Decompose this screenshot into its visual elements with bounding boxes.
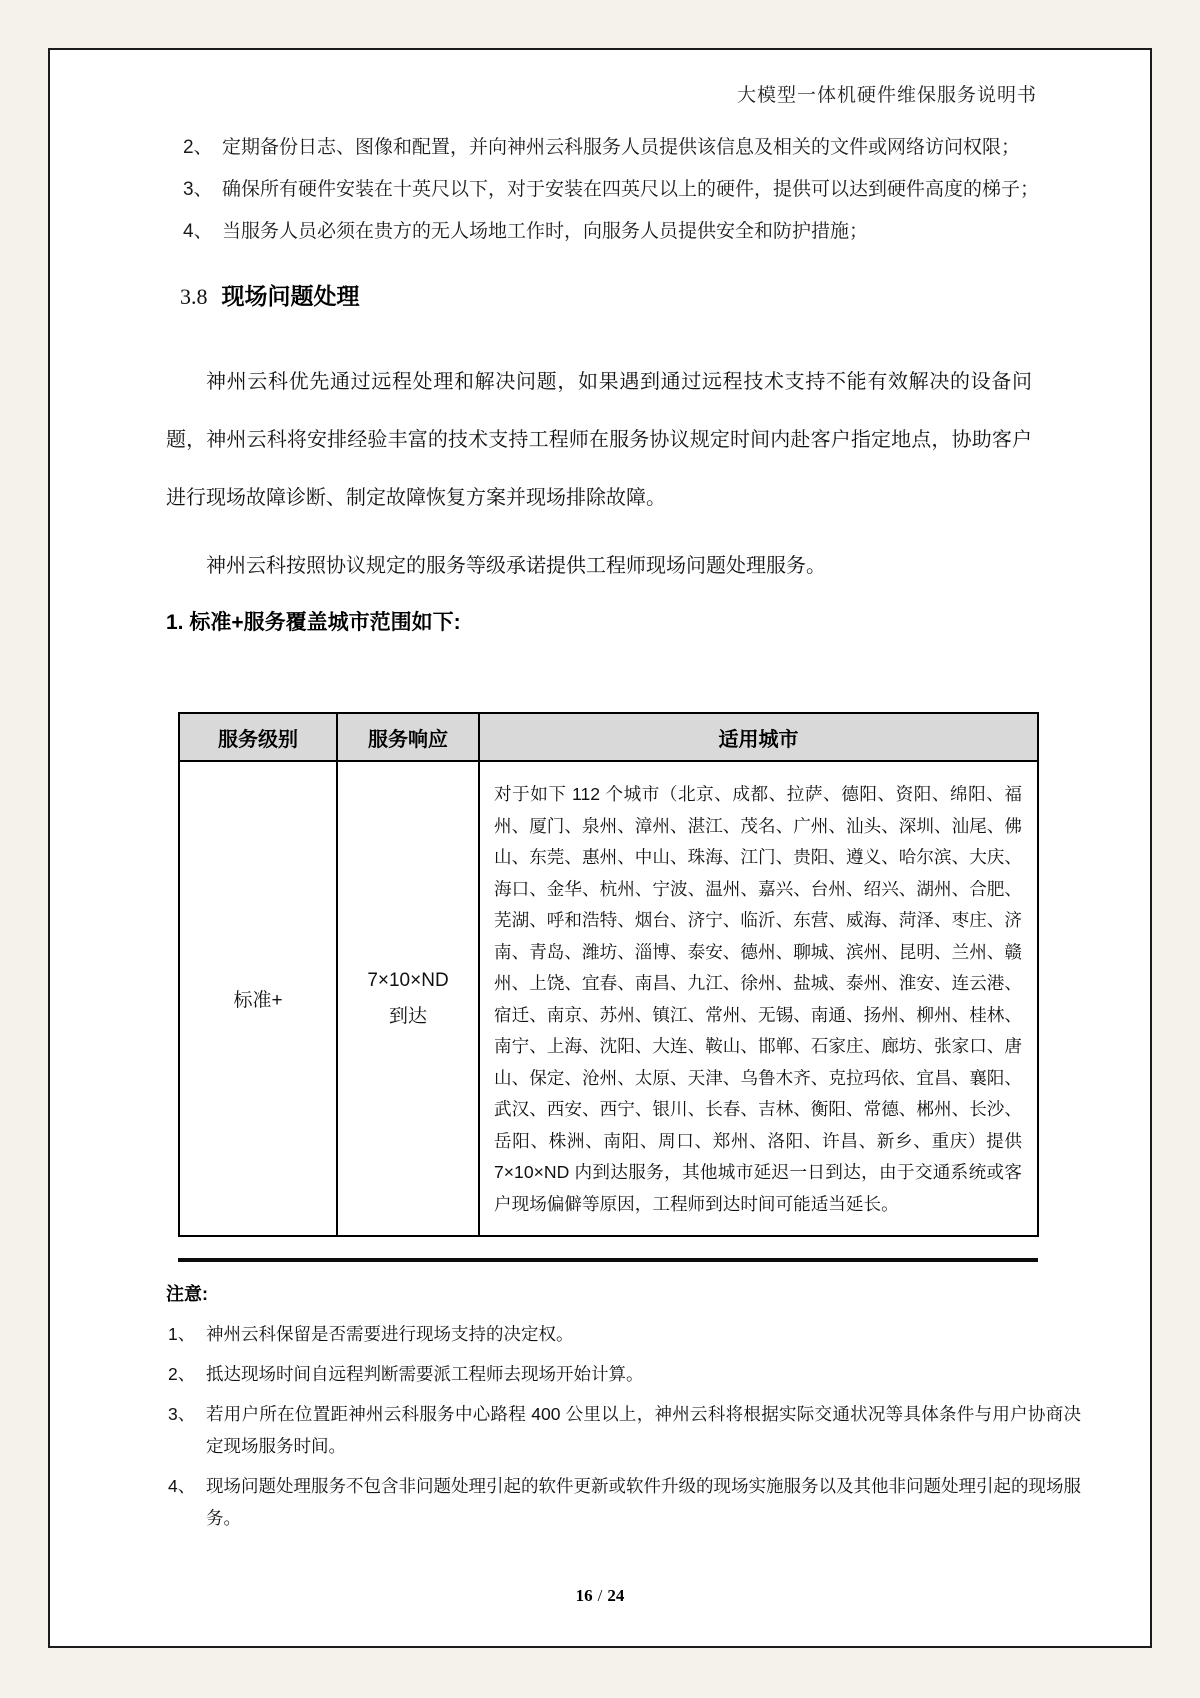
service-level-cell: 标准+ bbox=[179, 761, 337, 1236]
note-item-number: 4、 bbox=[168, 1476, 196, 1496]
list-item bbox=[183, 178, 1083, 220]
list-item-number: 3、 bbox=[183, 179, 213, 200]
page-number: 16 bbox=[575, 1586, 593, 1605]
note-item bbox=[168, 1470, 1083, 1534]
note-item bbox=[168, 1398, 1083, 1462]
table-header-service-level: 服务级别 bbox=[179, 713, 337, 761]
section-number: 3.8 bbox=[180, 284, 208, 309]
page-number-separator: / bbox=[597, 1586, 603, 1605]
note-item bbox=[168, 1318, 1083, 1350]
note-item bbox=[168, 1358, 1083, 1390]
note-item-text: 抵达现场时间自远程判断需要派工程师去现场开始计算。 bbox=[206, 1364, 644, 1384]
note-item-text: 现场问题处理服务不包含非问题处理引起的软件更新或软件升级的现场实施服务以及其他非问题处理引起的现场服务。 bbox=[206, 1476, 1081, 1528]
paragraph: 神州云科按照协议规定的服务等级承诺提供工程师现场问题处理服务。 bbox=[206, 555, 826, 577]
obligations-list bbox=[183, 136, 1083, 262]
list-item-number: 2、 bbox=[183, 137, 213, 158]
section-heading bbox=[180, 278, 360, 311]
list-item-number: 4、 bbox=[183, 221, 213, 242]
list-item-text: 定期备份日志、图像和配置，并向神州云科服务人员提供该信息及相关的文件或网络访问权限； bbox=[222, 137, 1021, 158]
table-header-row bbox=[179, 713, 1038, 761]
coverage-heading: 1. 标准+服务覆盖城市范围如下: bbox=[166, 611, 461, 634]
document-page bbox=[48, 48, 1152, 1648]
list-item-text: 确保所有硬件安装在十英尺以下，对于安装在四英尺以上的硬件，提供可以达到硬件高度的梯子； bbox=[222, 179, 1040, 200]
list-item bbox=[183, 136, 1083, 178]
section-divider bbox=[178, 1258, 1038, 1262]
service-response-line1: 7×10×ND bbox=[367, 969, 449, 991]
note-item-text: 若用户所在位置距神州云科服务中心路程 400 公里以上，神州云科将根据实际交通状况等具体条件与用户协商决定现场服务时间。 bbox=[206, 1404, 1081, 1456]
paragraph: 神州云科优先通过远程处理和解决问题，如果遇到通过远程技术支持不能有效解决的设备问题，神州云科将安排经验丰富的技术支持工程师在服务协议规定时间内赴客户指定地点，协助客户进行现场故障诊断、制定故障恢复方案并现场排除故障。 bbox=[166, 371, 1032, 509]
notes-list bbox=[168, 1318, 1083, 1542]
page-content bbox=[50, 50, 1150, 1646]
table-header-service-response: 服务响应 bbox=[337, 713, 479, 761]
document-header-title: 大模型一体机硬件维保服务说明书 bbox=[736, 85, 1037, 106]
page-footer bbox=[50, 1586, 1150, 1606]
notes-heading: 注意: bbox=[166, 1284, 208, 1304]
applicable-cities-cell: 对于如下 112 个城市（北京、成都、拉萨、德阳、资阳、绵阳、福州、厦门、泉州、漳州、湛江、茂名、广州、汕头、深圳、汕尾、佛山、东莞、惠州、中山、珠海、江门、贵阳、遵义、哈尔滨、大庆、海口、金华、杭州、宁波、温州、嘉兴、台州、绍兴、湖州、合肥、芜湖、呼和浩特、烟台、济宁、临沂、东营、威海、菏泽、枣庄、济南、青岛、潍坊、淄博、泰安、德州、聊城、滨州、昆明、兰州、赣州、上饶、宜春、南昌、九江、徐州、盐城、泰州、淮安、连云港、宿迁、南京、苏州、镇江、常州、无锡、南通、扬州、柳州、桂林、南宁、上海、沈阳、大连、鞍山、邯郸、石家庄、廊坊、张家口、唐山、保定、沧州、太原、天津、乌鲁木齐、克拉玛依、宜昌、襄阳、武汉、西安、西宁、银川、长春、吉林、衡阳、常德、郴州、长沙、岳阳、株洲、南阳、周口、郑州、洛阳、许昌、新乡、重庆）提供 7×10×ND 内到达服务，其他城市延迟一日到达，由于交通系统或客户现场偏僻等原因，工程师到达时间可能适当延长。 bbox=[479, 761, 1038, 1236]
table-row bbox=[179, 761, 1038, 1236]
list-item-text: 当服务人员必须在贵方的无人场地工作时，向服务人员提供安全和防护措施； bbox=[222, 221, 869, 242]
service-coverage-table bbox=[178, 712, 1039, 1237]
list-item bbox=[183, 220, 1083, 262]
note-item-number: 2、 bbox=[168, 1364, 196, 1384]
total-pages: 24 bbox=[607, 1586, 625, 1605]
table-header-applicable-cities: 适用城市 bbox=[479, 713, 1038, 761]
note-item-text: 神州云科保留是否需要进行现场支持的决定权。 bbox=[206, 1324, 574, 1344]
note-item-number: 3、 bbox=[168, 1404, 196, 1424]
section-title: 现场问题处理 bbox=[221, 283, 360, 309]
service-response-line2: 到达 bbox=[388, 1005, 427, 1027]
service-response-cell bbox=[337, 761, 479, 1236]
note-item-number: 1、 bbox=[168, 1324, 196, 1344]
